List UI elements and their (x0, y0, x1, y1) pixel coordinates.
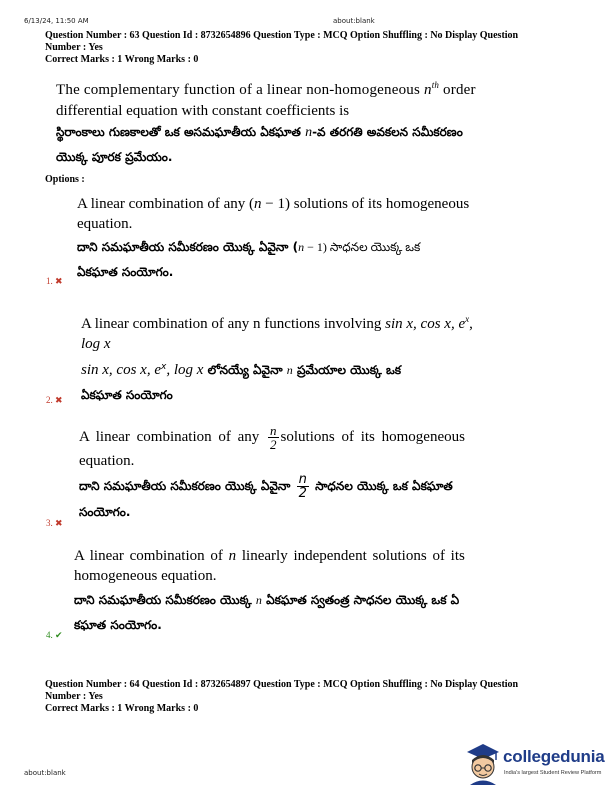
mascot-icon (463, 741, 503, 785)
option-3-fraction (268, 424, 279, 451)
logo-wordmark: collegedunia (503, 747, 605, 766)
q63-en-line2: differential equation with constant coefficients is (56, 103, 350, 119)
option-2-te-math-a: sin x, cos x, e (81, 362, 161, 378)
option-1-text-line2: equation. (77, 216, 133, 232)
option-3-te-b: సాధనల యొక్క ఒక ఏకఘాత (315, 479, 453, 493)
option-2-marker (46, 395, 63, 406)
print-title: about:blank (333, 17, 375, 25)
option-3-number: 3. (46, 518, 53, 528)
option-3-frac-den: 2 (270, 437, 277, 452)
option-3-text-line2: equation. (79, 453, 135, 469)
option-2-te-n: n (286, 363, 293, 377)
print-footer: about:blank (24, 769, 66, 777)
q63-te-line1a: స్థిరాంకాలు గుణకాలతో ఒక అసమఘాతీయ ఏకఘాత (56, 125, 301, 139)
option-1-math: n (254, 196, 262, 212)
option-3-text-a: A linear combination of any (79, 428, 260, 445)
option-2-text-line2: log x (81, 336, 111, 352)
option-4-te-b: ఏకఘాత స్వతంత్ర సాధనల యొక్క ఒక ఏ (266, 593, 460, 607)
option-3-frac-num: n (270, 423, 277, 438)
option-4-te-n: n (255, 593, 262, 607)
q63-meta-line1: Question Number : 63 Question Id : 8732654896 Question Type : MCQ Option Shuffling : No Display Question (45, 30, 519, 41)
option-2-number: 2. (46, 395, 53, 405)
option-4-text-a: A linear combination of (74, 548, 223, 564)
q63-en-n: n (423, 82, 432, 98)
option-3-te-a: దాని సమఘాతీయ సమీకరణం యొక్క ఏవైనా (79, 479, 291, 493)
q63-en-line1: The complementary function of a linear non-homogeneous (56, 82, 421, 98)
option-2-te-math-b: , log x (166, 362, 204, 378)
option-1-text-b: − 1) solutions of its homogeneous (261, 196, 470, 212)
option-4-text-b: linearly independent solutions of its (241, 548, 465, 564)
print-datetime: 6/13/24, 11:50 AM (24, 17, 89, 25)
option-1[interactable] (77, 194, 557, 285)
q64-meta-line1: Question Number : 64 Question Id : 8732654897 Question Type : MCQ Option Shuffling : No Display Question (45, 679, 519, 690)
logo-tagline: India's largest Student Review Platform (504, 770, 602, 776)
collegedunia-logo[interactable] (463, 741, 608, 785)
q64-marks: Correct Marks : 1 Wrong Marks : 0 (45, 703, 199, 714)
option-2-te-a: లోనయ్యే ఏవైనా (207, 363, 283, 377)
option-3-te-line2: సంయోగం. (79, 505, 131, 519)
option-2-te-sup: x (160, 362, 167, 372)
q63-te-line2: యొక్క పూరక ప్రమేయం. (56, 150, 173, 164)
option-1-te-line2: ఏకఘాత సంయోగం. (77, 265, 174, 279)
option-1-te-a: దాని సమఘాతీయ సమీకరణం యొక్క ఏవైనా ( (77, 240, 299, 254)
option-1-te-b: − 1) సాధనల యొక్క ఒక (304, 240, 421, 254)
check-mark-icon: ✔ (55, 630, 63, 640)
option-2-sup: x (465, 314, 470, 324)
option-2-text-a: A linear combination of any n functions involving (81, 316, 382, 332)
option-2-te-line2: ఏకఘాత సంయోగం (81, 388, 173, 402)
option-4-number: 4. (46, 630, 53, 640)
option-3-te-frac-num: n (297, 473, 309, 487)
option-3-marker (46, 518, 63, 529)
q63-en-th: th (431, 80, 440, 90)
option-1-text-a: A linear combination of any ( (77, 196, 255, 212)
option-4[interactable] (74, 546, 554, 638)
option-1-marker (46, 276, 63, 287)
option-4-text-line2: homogeneous equation. (74, 568, 217, 584)
option-1-te-math: n (298, 240, 305, 254)
q63-meta (45, 30, 518, 66)
q63-question-telugu (56, 120, 556, 170)
option-3-text-b: solutions of its homogeneous (280, 428, 465, 445)
q63-te-n: n (305, 125, 313, 140)
option-2-math: sin x, cos x, e (385, 316, 466, 332)
wrong-mark-icon: ✖ (55, 518, 63, 528)
option-4-te-line2: కఘాత సంయోగం. (74, 618, 162, 632)
option-3-te-fraction (297, 473, 309, 500)
wrong-mark-icon: ✖ (55, 276, 63, 286)
q63-te-line1b: -వ తరగతి అవకలన సమీకరణం (312, 125, 463, 139)
option-3-te-frac-den: 2 (298, 486, 307, 501)
q64-meta-line2: Number : Yes (45, 691, 103, 702)
option-4-marker (46, 630, 63, 641)
wrong-mark-icon: ✖ (55, 395, 63, 405)
option-3[interactable] (79, 424, 559, 525)
q64-meta (45, 679, 518, 715)
option-2-comma: , (469, 316, 473, 332)
option-2[interactable] (81, 309, 561, 408)
option-4-n: n (228, 548, 237, 564)
q63-marks: Correct Marks : 1 Wrong Marks : 0 (45, 54, 199, 65)
option-4-te-a: దాని సమఘాతీయ సమీకరణం యొక్క (74, 593, 252, 607)
option-1-number: 1. (46, 276, 53, 286)
q63-meta-line2: Number : Yes (45, 42, 103, 53)
options-label: Options : (45, 174, 85, 185)
q63-question-english (56, 75, 556, 122)
option-2-te-b: ప్రమేయాల యొక్క ఒక (296, 363, 401, 377)
q63-en-order: order (443, 82, 476, 98)
